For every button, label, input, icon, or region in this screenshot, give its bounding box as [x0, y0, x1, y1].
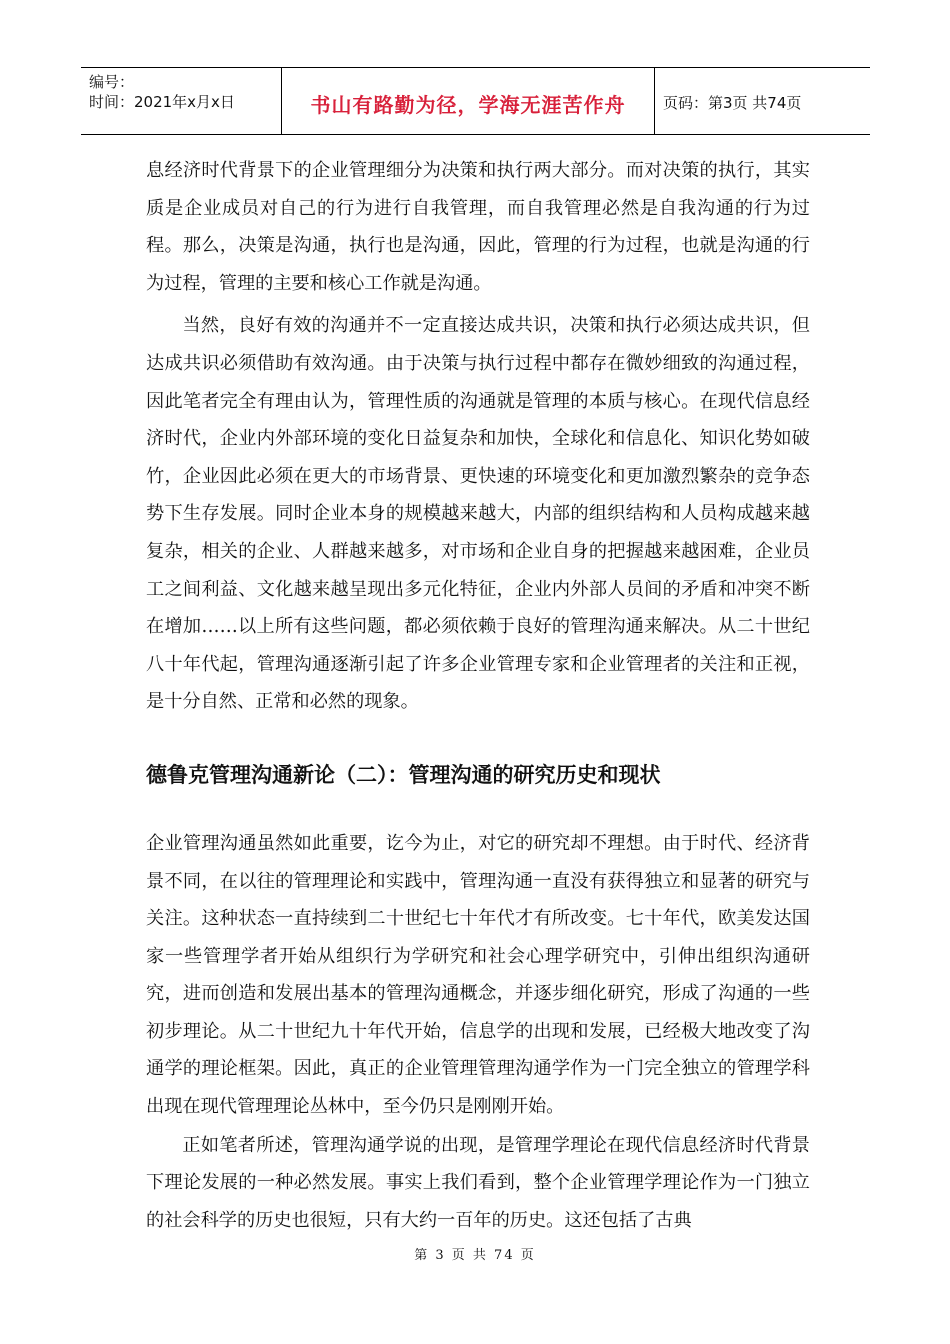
section-heading: 德鲁克管理沟通新论（二）：管理沟通的研究历史和现状	[146, 762, 661, 787]
page-footer: 第 3 页 共 74 页	[414, 1248, 536, 1263]
document-body	[146, 152, 810, 1239]
paragraph-2: 当然，良好有效的沟通并不一定直接达成共识，决策和执行必须达成共识，但达成共识必须借助有效沟通。由于决策与执行过程中都存在微妙细致的沟通过程，因此笔者完全有理由认为，管理性质的沟通就是管理的本质与核心。在现代信息经济时代，企业内外部环境的变化日益复杂和加快，全球化和信息化、知识化势如破竹，企业因此必须在更大的市场背景、更快速的环境变化和更加激烈繁杂的竞争态势下生存发展。同时企业本身的规模越来越大，内部的组织结构和人员构成越来越复杂，相关的企业、人群越来越多，对市场和企业自身的把握越来越困难，企业员工之间利益、文化越来越呈现出多元化特征，企业内外部人员间的矛盾和冲突不断在增加……以上所有这些问题，都必须依赖于良好的管理沟通来解决。从二十世纪八十年代起，管理沟通逐渐引起了许多企业管理专家和企业管理者的关注和正视，是十分自然、正常和必然的现象。	[146, 315, 810, 713]
document-time: 时间：2021年x月x日	[89, 93, 235, 111]
paragraph-4: 正如笔者所述，管理沟通学说的出现，是管理学理论在现代信息经济时代背景下理论发展的一种必然发展。事实上我们看到，整个企业管理学理论作为一门独立的社会科学的历史也很短，只有大约一百年的历史。这还包括了古典	[146, 1134, 810, 1231]
paragraph-1: 息经济时代背景下的企业管理细分为决策和执行两大部分。而对决策的执行，其实质是企业成员对自己的行为进行自我管理，而自我管理必然是自我沟通的行为过程。那么，决策是沟通，执行也是沟通，因此，管理的行为过程，也就是沟通的行为过程，管理的主要和核心工作就是沟通。	[146, 160, 810, 294]
header-motto: 书山有路勤为径，学海无涯苦作舟	[282, 68, 655, 134]
document-number: 编号：	[89, 73, 135, 91]
header-page-info: 页码：第3页 共74页	[663, 93, 802, 112]
page-header	[81, 67, 870, 135]
header-meta	[81, 68, 282, 134]
paragraph-3: 企业管理沟通虽然如此重要，讫今为止，对它的研究却不理想。由于时代、经济背景不同，在以往的管理理论和实践中，管理沟通一直没有获得独立和显著的研究与关注。这种状态一直持续到二十世纪七十年代才有所改变。七十年代，欧美发达国家一些管理学者开始从组织行为学研究和社会心理学研究中，引伸出组织沟通研究，进而创造和发展出基本的管理沟通概念，并逐步细化研究，形成了沟通的一些初步理论。从二十世纪九十年代开始，信息学的出现和发展，已经极大地改变了沟通学的理论框架。因此，真正的企业管理管理沟通学作为一门完全独立的管理学科出现在现代管理理论丛林中，至今仍只是刚刚开始。	[146, 832, 810, 1118]
